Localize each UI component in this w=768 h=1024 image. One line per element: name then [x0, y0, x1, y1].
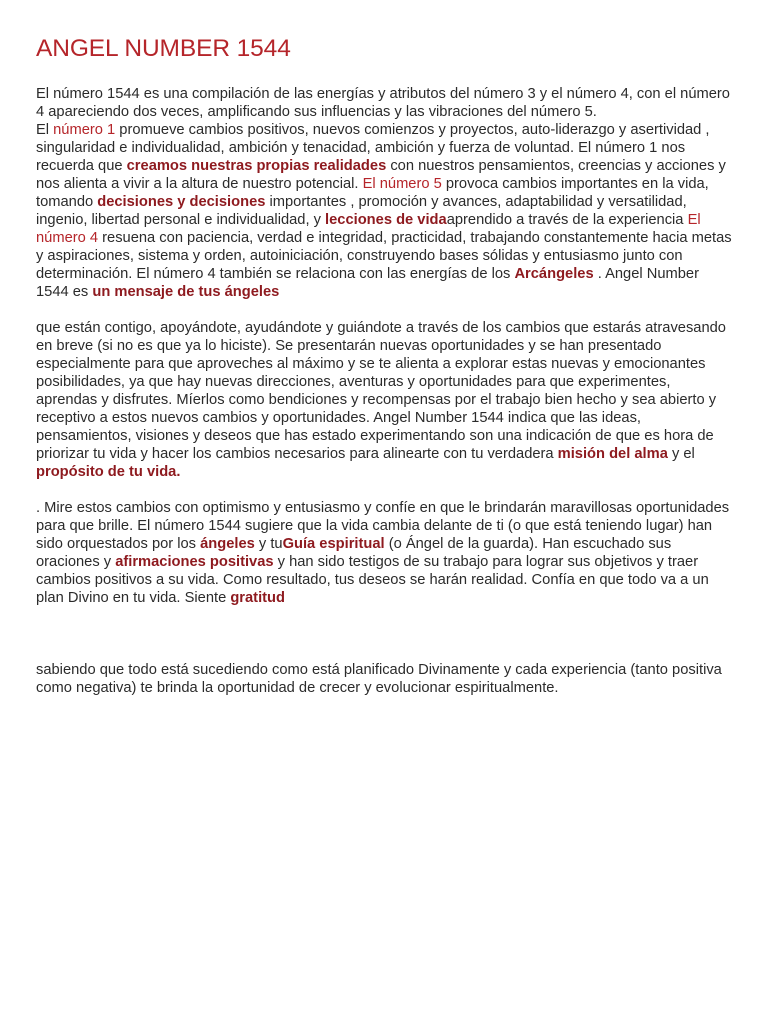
link-creamos-realidades[interactable]: creamos nuestras propias realidades	[126, 158, 387, 174]
paragraph-1-text-4: con nuestros pensamientos, creencias y acciones y nos alienta a vivir a la altura de nuestro potencial.	[36, 158, 726, 192]
paragraph-2-text-1: que están contigo, apoyándote, ayudándote y guiándote a través de los cambios que estarás atravesando en breve (si no es que ya lo hiciste). Se presentarán nuevas oportunidades y se han presentado especialmente para que aproveches al máximo y se te alienta a explorar estas nuevas y emocionantes posibilidades, ya que hay nuevas direcciones, aventuras y oportunidades para que experimentes, aprendas y disfrutes. Míerlos como bendiciones y recompensas por el trabajo bien hecho y sea abierto y receptivo a estos nuevos cambios y oportunidades. Angel Number 1544 indica que las ideas, pensamientos, visiones y deseos que has estado experimentando son una indicación de que es hora de priorizar tu vida y hacer los cambios necesarios para alinearte con tu verdadera	[36, 320, 726, 462]
link-angeles[interactable]: ángeles	[200, 536, 255, 552]
link-decisiones[interactable]: decisiones y decisiones	[97, 194, 266, 210]
link-lecciones-de-vida[interactable]: lecciones de vida	[325, 212, 447, 228]
link-guia-espiritual[interactable]: Guía espiritual	[282, 536, 385, 552]
paragraph-1	[36, 85, 732, 301]
paragraph-3-text-4: y han sido testigos de su trabajo para lograr sus objetivos y traer cambios positivos a su vida. Como resultado, tus deseos se harán realidad. Confía en que todo va a un plan Divino en tu vida. Siente	[36, 554, 709, 606]
link-mision-del-alma[interactable]: misión del alma	[557, 446, 668, 462]
link-numero-4[interactable]: El número 4	[36, 212, 701, 246]
paragraph-3-text-1: . Mire estos cambios con optimismo y entusiasmo y confíe en que le brindarán maravillosas oportunidades para que brille. El número 1544 sugiere que la vida cambia delante de ti (o que está teniendo lugar) han sido orquestados por los	[36, 500, 730, 552]
paragraph-1-text-7: aprendido a través de la experiencia	[446, 212, 688, 228]
paragraph-3	[36, 499, 732, 607]
link-afirmaciones-positivas[interactable]: afirmaciones positivas	[115, 554, 274, 570]
paragraph-1-text-9: . Angel Number 1544 es	[36, 266, 699, 300]
link-mensaje-angeles[interactable]: un mensaje de tus ángeles	[92, 284, 280, 300]
paragraph-1-text-3: promueve cambios positivos, nuevos comienzos y proyectos, auto-liderazgo y asertividad , singularidad e individualidad, ambición y tenacidad, ambición y fuerza de voluntad. El número 1 nos recuerda que	[36, 122, 710, 174]
link-arcangeles[interactable]: Arcángeles	[514, 266, 594, 282]
link-proposito-de-vida[interactable]: propósito de tu vida.	[36, 464, 181, 480]
link-numero-1[interactable]: número 1	[53, 122, 116, 138]
paragraph-1-text-1: El número 1544 es una compilación de las energías y atributos del número 3 y el número 4, con el número 4 apareciendo dos veces, amplificando sus influencias y las vibraciones del número 5.	[36, 86, 730, 120]
page-title: ANGEL NUMBER 1544	[36, 35, 291, 62]
link-numero-5[interactable]: El número 5	[362, 176, 442, 192]
paragraph-2	[36, 319, 732, 481]
paragraph-3-text-3: (o Ángel de la guarda). Han escuchado sus oraciones y	[36, 536, 672, 570]
link-gratitud[interactable]: gratitud	[230, 590, 285, 606]
paragraph-4-text-1: sabiendo que todo está sucediendo como está planificado Divinamente y cada experiencia (tanto positiva como negativa) te brinda la oportunidad de crecer y evolucionar espiritualmente.	[36, 662, 722, 696]
paragraph-1-text-8: resuena con paciencia, verdad e integridad, practicidad, trabajando constantemente hacia metas y aspiraciones, sistema y orden, autoiniciación, construyendo bases sólidas y entusiasmo junto con determinación. El número 4 también se relaciona con las energías de los	[36, 230, 732, 282]
paragraph-2-text-2: y el	[667, 446, 695, 462]
paragraph-1-text-5: provoca cambios importantes en la vida, tomando	[36, 176, 709, 210]
paragraph-3-text-2: y tu	[254, 536, 283, 552]
paragraph-1-text-6: importantes , promoción y avances, adaptabilidad y versatilidad, ingenio, libertad personal e individualidad, y	[36, 194, 687, 228]
paragraph-1-text-2: El	[36, 122, 54, 138]
paragraph-4	[36, 661, 732, 697]
